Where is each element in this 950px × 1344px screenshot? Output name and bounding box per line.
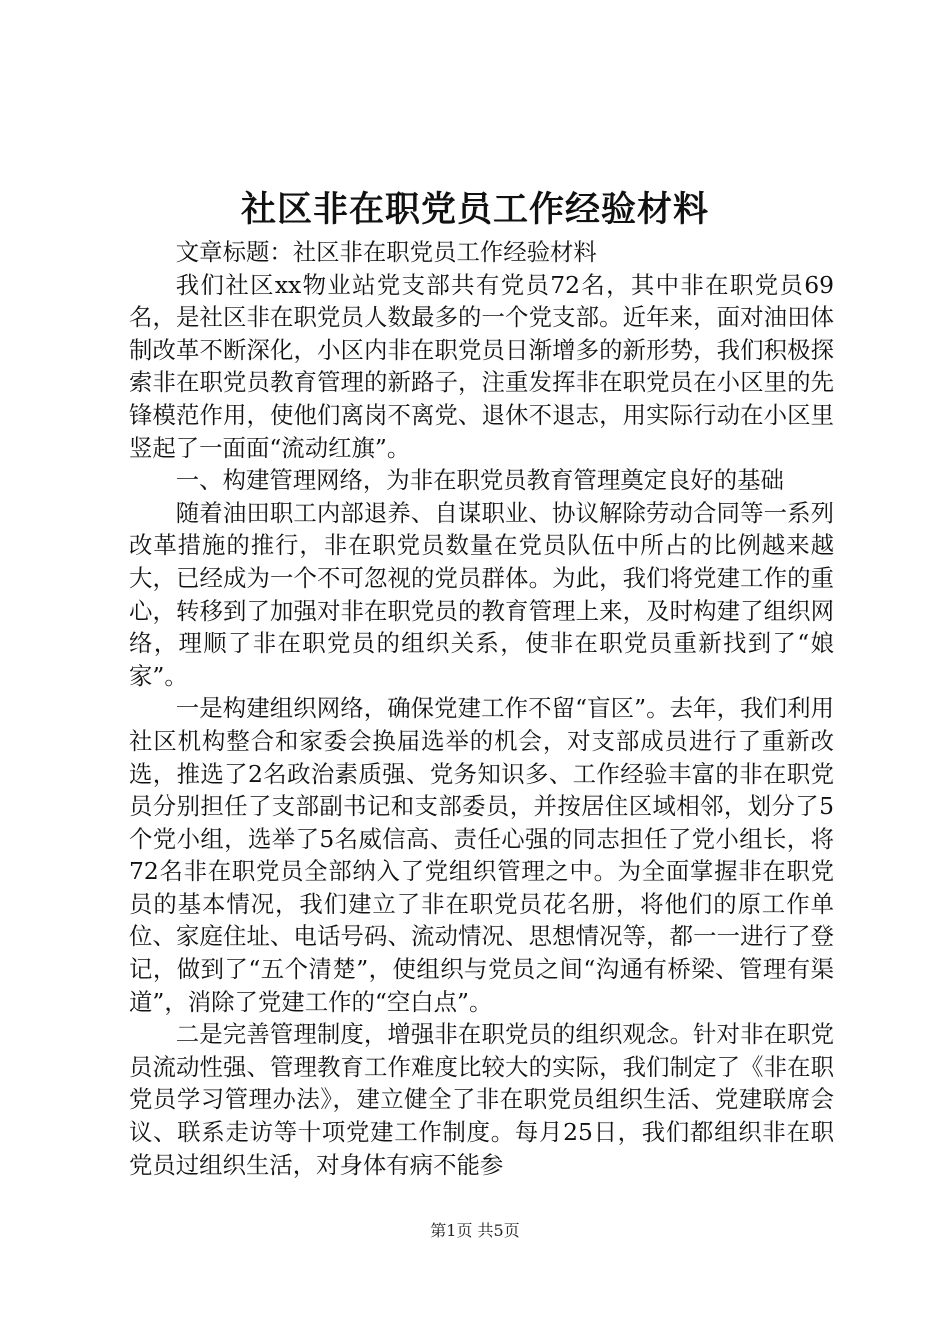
paragraph: 一是构建组织网络，确保党建工作不留“盲区”。去年，我们利用社区机构整合和家委会换届选举的机会，对支部成员进行了重新改选，推选了2名政治素质强、党务知识多、工作经验丰富的非在职党员分别担任了支部副书记和支部委员，并按居住区域相邻，划分了5个党小组，选举了5名威信高、责任心强的同志担任了党小组长，将72名非在职党员全部纳入了党组织管理之中。为全面掌握非在职党员的基本情况，我们建立了非在职党员花名册，将他们的原工作单位、家庭住址、电话号码、流动情况、思想情况等，都一一进行了登记，做到了“五个清楚”，使组织与党员之间“沟通有桥梁、管理有渠道”，消除了党建工作的“空白点”。	[129, 694, 834, 1016]
document-title: 社区非在职党员工作经验材料	[240, 189, 709, 230]
paragraph: 二是完善管理制度，增强非在职党员的组织观念。针对非在职党员流动性强、管理教育工作难度比较大的实际，我们制定了《非在职党员学习管理办法》，建立健全了非在职党员组织生活、党建联席会议、联系走访等十项党建工作制度。每月25日，我们都组织非在职党员过组织生活，对身体有病不能参	[129, 1020, 834, 1179]
document-body	[129, 236, 834, 1181]
section-heading: 一、构建管理网络，为非在职党员教育管理奠定良好的基础	[175, 466, 784, 495]
article-title-line: 文章标题：社区非在职党员工作经验材料	[175, 238, 597, 266]
paragraph: 我们社区xx物业站党支部共有党员72名，其中非在职党员69名，是社区非在职党员人数最多的一个党支部。近年来，面对油田体制改革不断深化，小区内非在职党员日渐增多的新形势，我们积极探索非在职党员教育管理的新路子，注重发挥非在职党员在小区里的先锋模范作用，使他们离岗不离党、退休不退志，用实际行动在小区里竖起了一面面“流动红旗”。	[129, 270, 834, 462]
page-number-footer: 第1页 共5页	[430, 1221, 520, 1240]
paragraph: 随着油田职工内部退养、自谋职业、协议解除劳动合同等一系列改革措施的推行，非在职党员数量在党员队伍中所占的比例越来越大，已经成为一个不可忽视的党员群体。为此，我们将党建工作的重心，转移到了加强对非在职党员的教育管理上来，及时构建了组织网络，理顺了非在职党员的组织关系，使非在职党员重新找到了“娘家”。	[129, 498, 834, 690]
